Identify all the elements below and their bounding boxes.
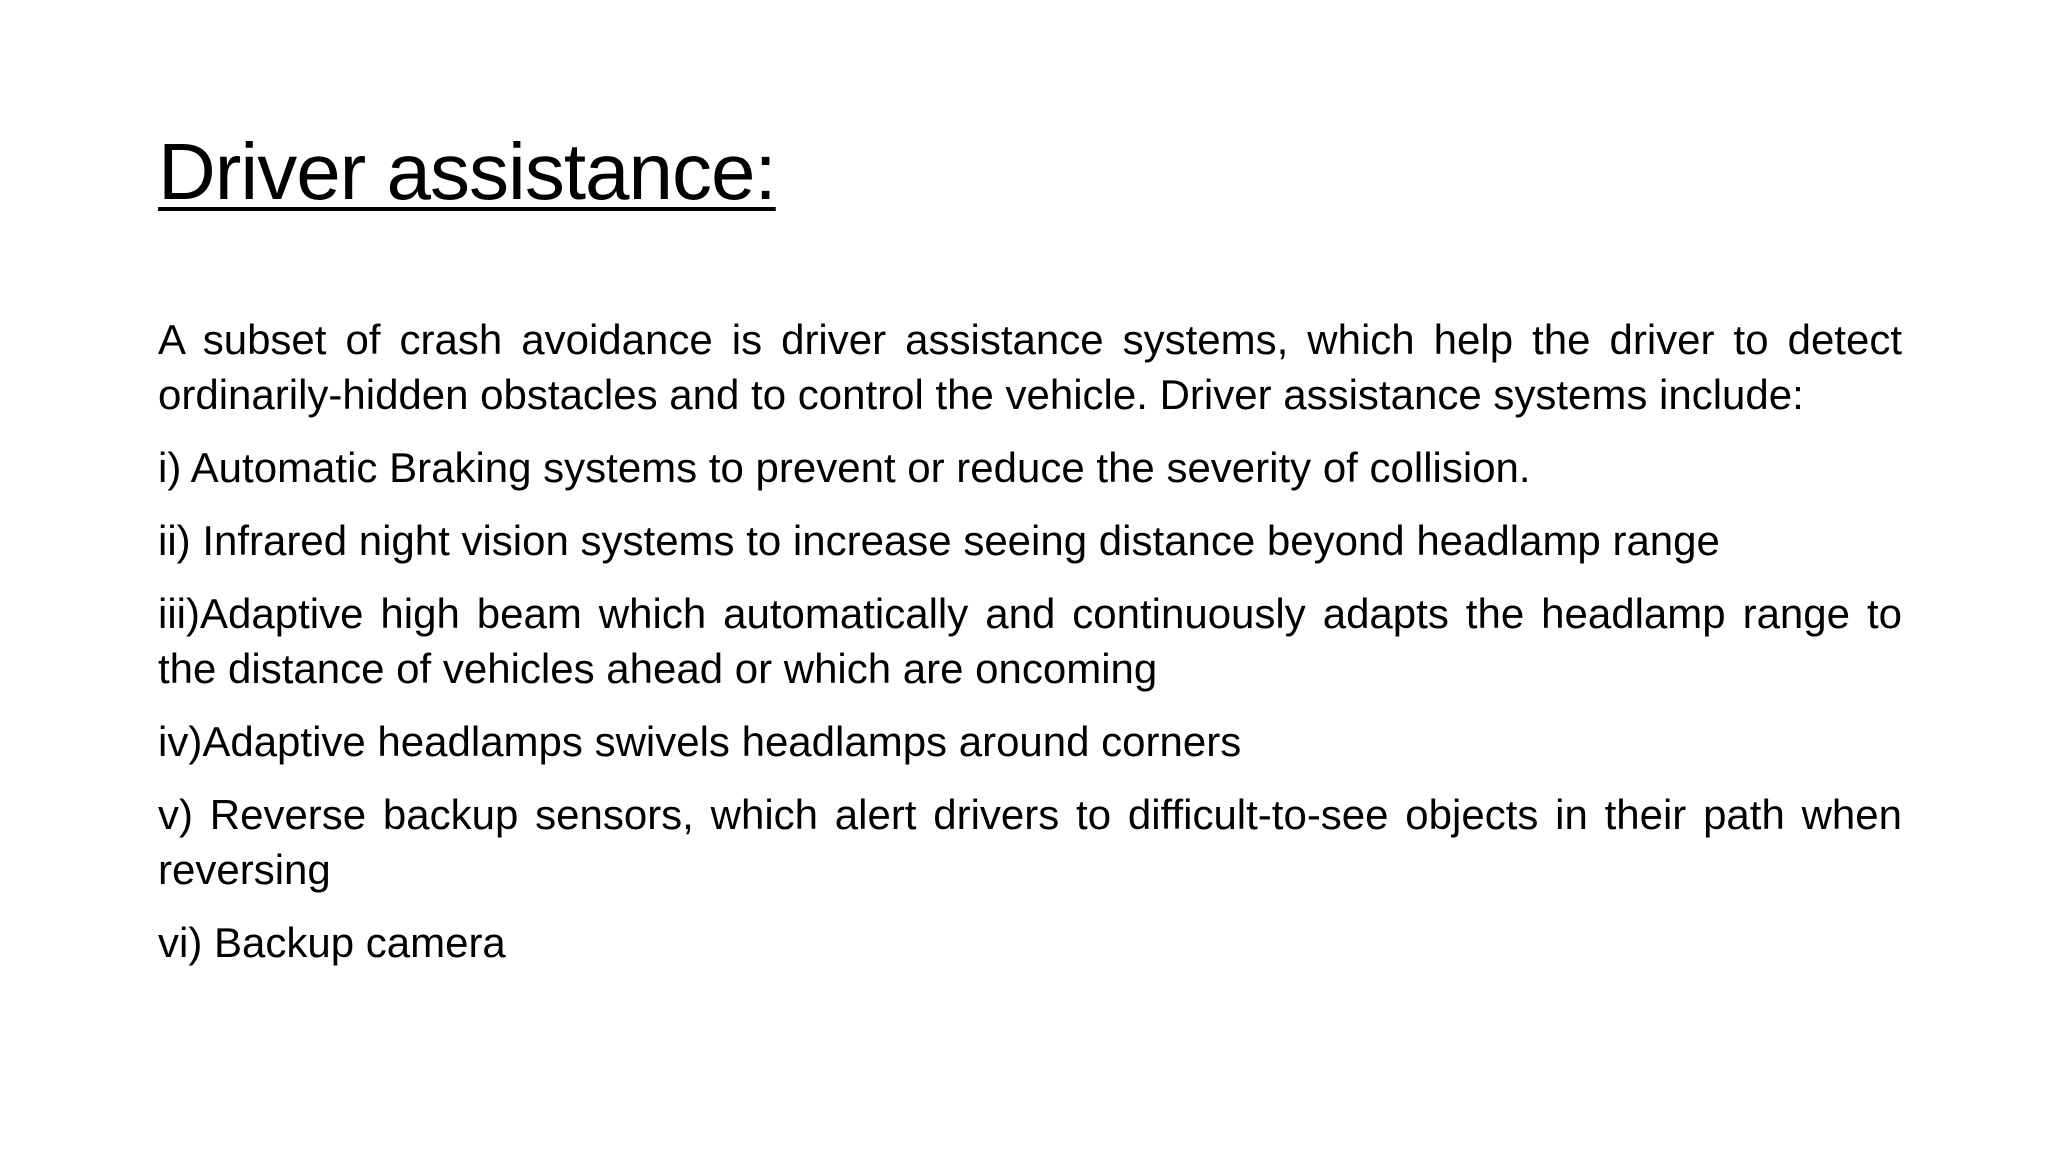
list-item-adaptive-headlamps: iv)Adaptive headlamps swivels headlamps around corners [158, 718, 1242, 765]
list-item-backup-camera: vi) Backup camera [158, 919, 506, 966]
list-item-infrared-night-vision: ii) Infrared night vision systems to increase seeing distance beyond headlamp range [158, 517, 1720, 564]
slide-body [158, 312, 1902, 988]
list-item-automatic-braking: i) Automatic Braking systems to prevent or reduce the severity of collision. [158, 444, 1531, 491]
list-item-adaptive-high-beam: iii)Adaptive high beam which automatically and continuously adapts the headlamp range to the distance of vehicles ahead or which are oncoming [158, 590, 1902, 692]
intro-paragraph: A subset of crash avoidance is driver assistance systems, which help the driver to detect ordinarily-hidden obstacles and to control the vehicle. Driver assistance systems include: [158, 316, 1902, 418]
list-item-reverse-backup-sensors: v) Reverse backup sensors, which alert drivers to difficult-to-see objects in their path when reversing [158, 791, 1902, 893]
slide-title: Driver assistance: [158, 127, 776, 216]
